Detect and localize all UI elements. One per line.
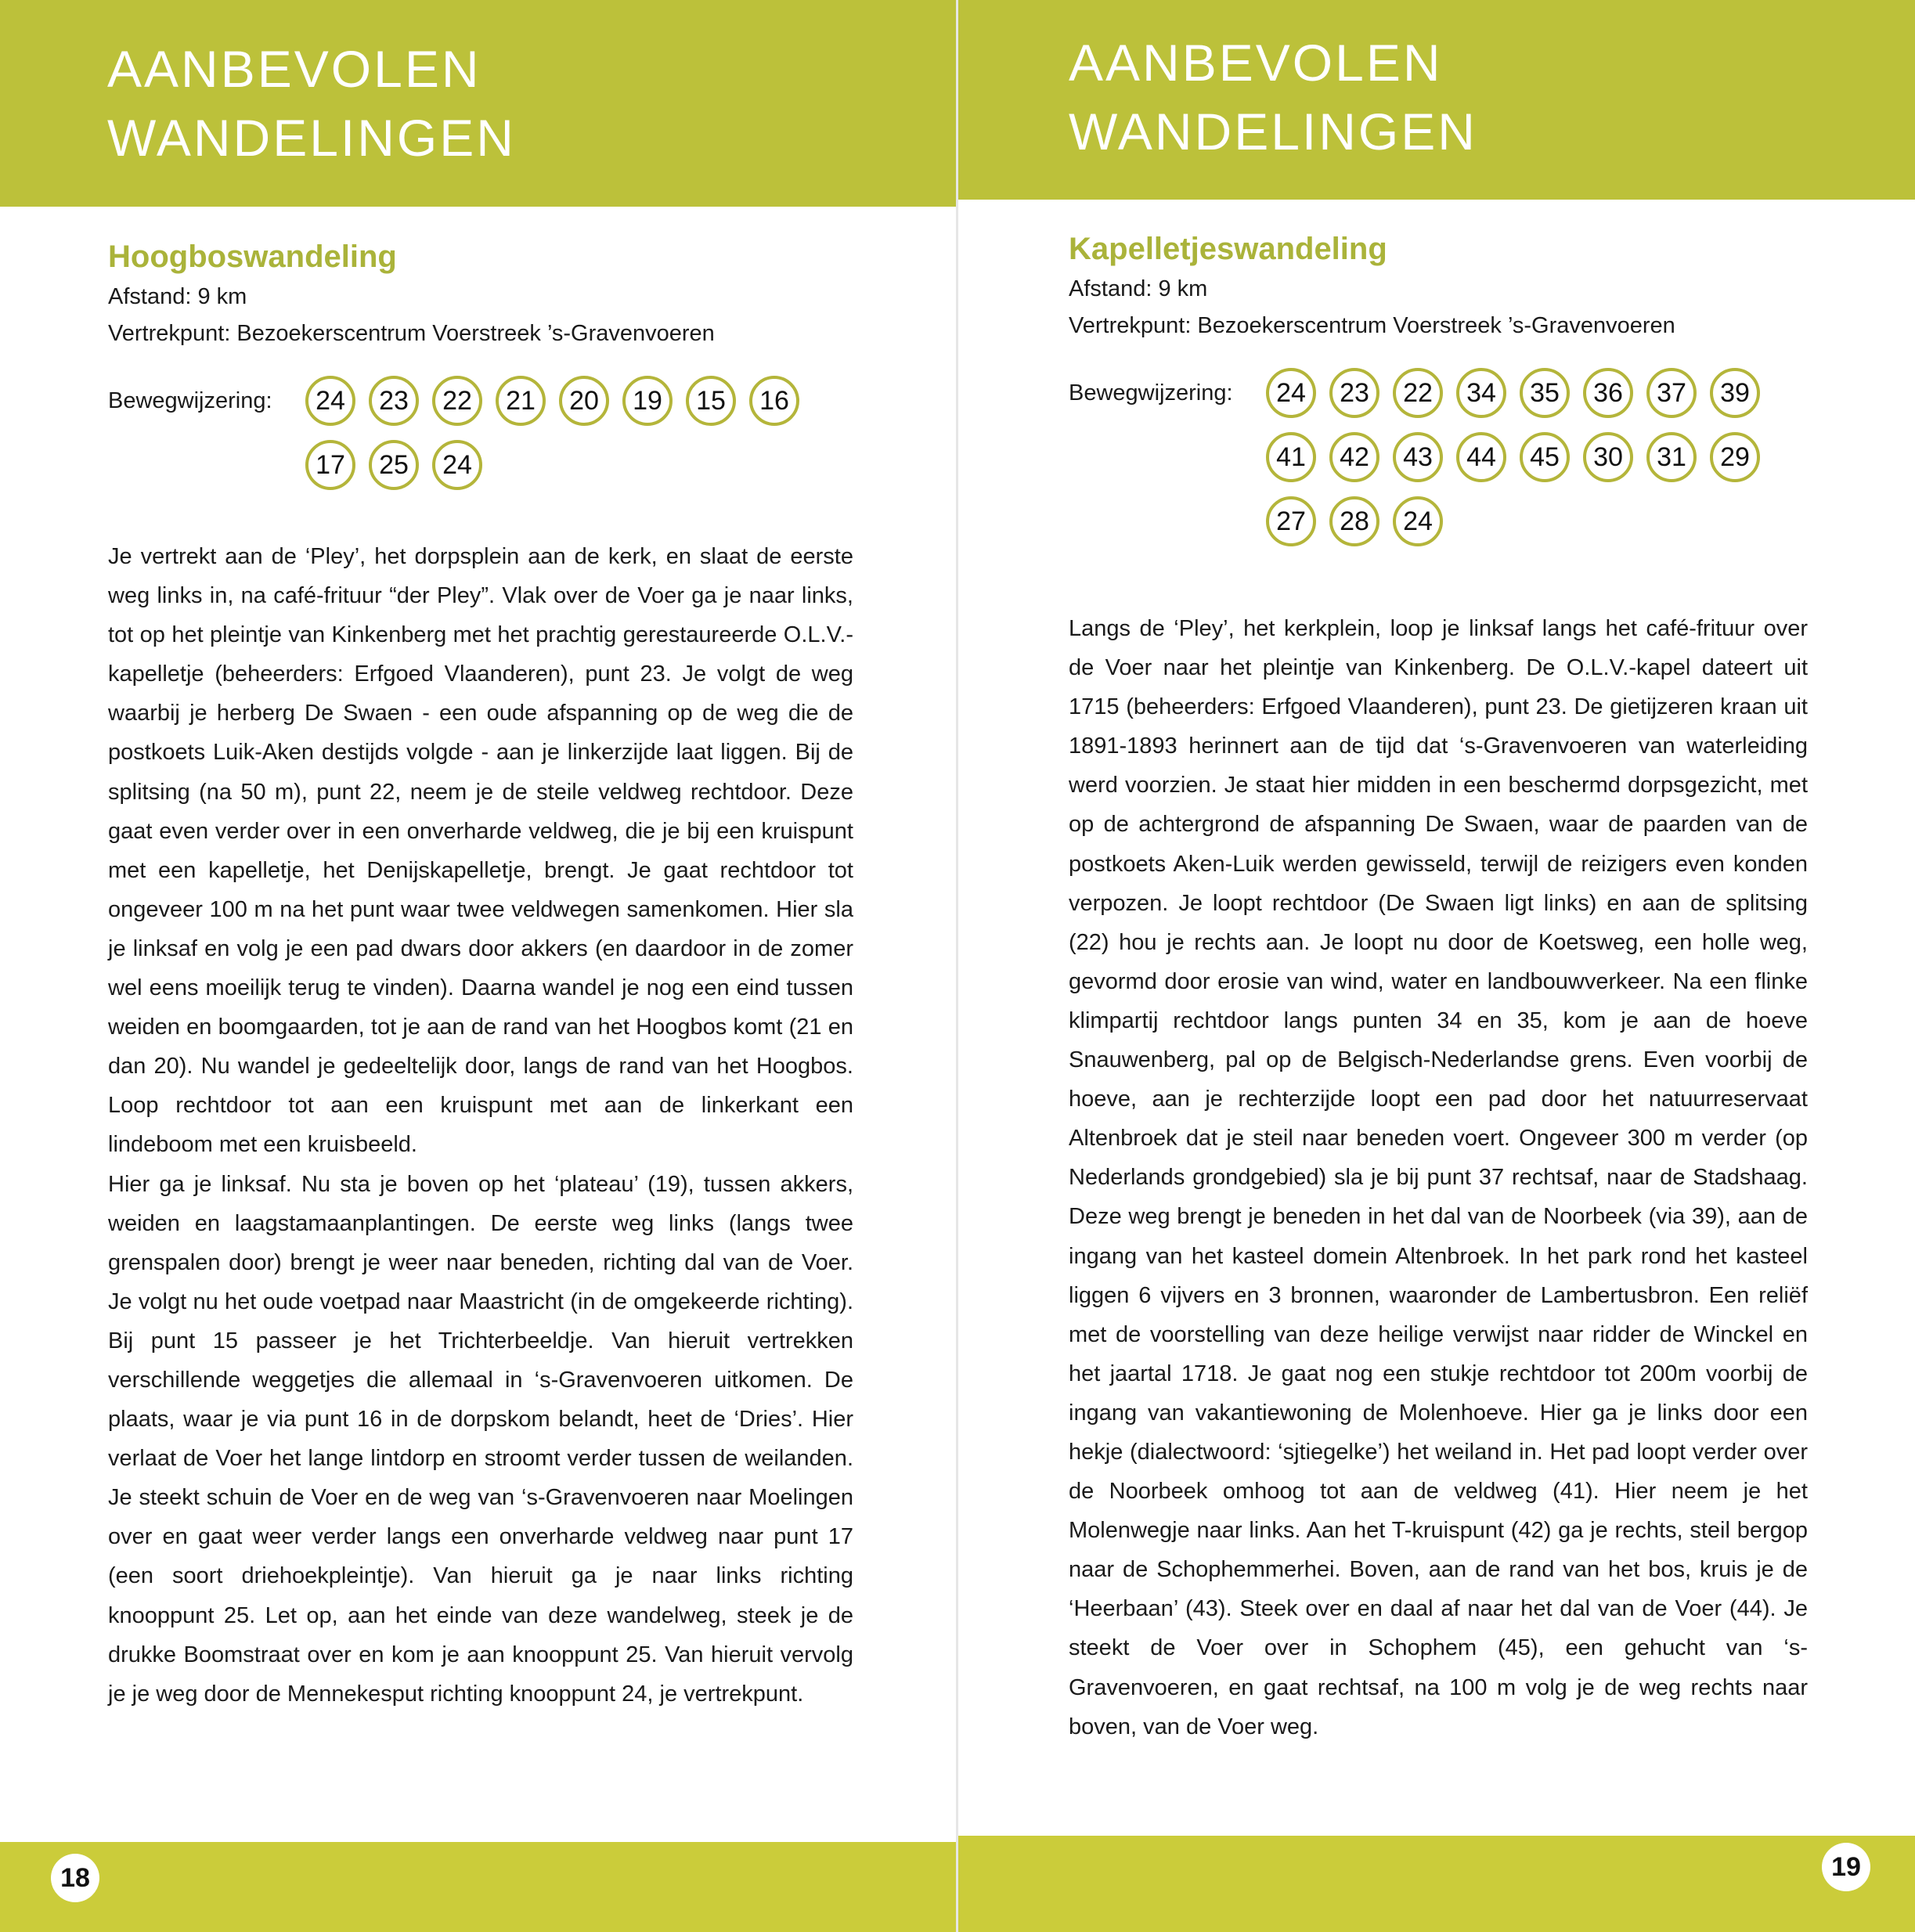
route-node-badge: 22 <box>432 376 482 426</box>
walk-description <box>1069 609 1808 1746</box>
route-node-badge: 24 <box>305 376 355 426</box>
route-node-badge: 35 <box>1520 368 1570 418</box>
route-node-badge: 36 <box>1583 368 1633 418</box>
route-badges <box>305 376 814 490</box>
footer-band <box>958 1836 1915 1932</box>
route-node-badge: 30 <box>1583 432 1633 482</box>
route-signage <box>1069 368 1808 546</box>
route-node-badge: 15 <box>686 376 736 426</box>
route-label: Bewegwijzering: <box>1069 380 1233 406</box>
route-node-badge: 16 <box>749 376 799 426</box>
route-node-badge: 39 <box>1710 368 1760 418</box>
walk-title: Hoogboswandeling <box>108 240 397 274</box>
route-node-badge: 37 <box>1646 368 1697 418</box>
footer-band <box>0 1842 957 1932</box>
walk-distance: Afstand: 9 km <box>1069 276 1208 301</box>
route-node-badge: 17 <box>305 440 355 490</box>
route-signage <box>108 376 853 490</box>
title-line-1: AANBEVOLEN <box>1069 34 1443 92</box>
route-node-badge: 21 <box>496 376 546 426</box>
route-label: Bewegwijzering: <box>108 388 272 413</box>
walk-kapelletjes <box>1069 227 1808 1746</box>
walk-start: Vertrekpunt: Bezoekerscentrum Voerstreek ’s-Gravenvoeren <box>1069 313 1675 338</box>
walk-start: Vertrekpunt: Bezoekerscentrum Voerstreek ’s-Gravenvoeren <box>108 321 715 346</box>
route-node-badge: 29 <box>1710 432 1760 482</box>
route-node-badge: 25 <box>369 440 419 490</box>
route-node-badge: 31 <box>1646 432 1697 482</box>
section-title <box>1069 28 1477 166</box>
route-node-badge: 34 <box>1456 368 1506 418</box>
page-19 <box>958 0 1915 1932</box>
page-number: 19 <box>1822 1843 1870 1891</box>
page-number: 18 <box>51 1854 99 1902</box>
route-node-badge: 23 <box>369 376 419 426</box>
route-node-badge: 24 <box>432 440 482 490</box>
walk-description <box>108 537 853 1714</box>
route-badges <box>1266 368 1775 546</box>
walk-distance: Afstand: 9 km <box>108 284 247 309</box>
title-line-2: WANDELINGEN <box>107 109 516 167</box>
walk-title: Kapelletjeswandeling <box>1069 232 1387 266</box>
route-node-badge: 20 <box>559 376 609 426</box>
route-node-badge: 28 <box>1329 496 1379 546</box>
paragraph: Hier ga je linksaf. Nu sta je boven op het ‘plateau’ (19), tussen akkers, weiden en laagstamaanplantingen. De eerste weg links (langs twee grenspalen door) brengt je weer naar beneden, richting dal van de Voer. Je volgt nu het oude voetpad naar Maastricht (in de omgekeerde richting). Bij punt 15 passeer je het Trichterbeeldje. Van hieruit vertrekken verschillende weggetjes die allemaal in ‘s-Gravenvoeren uitkomen. De plaats, waar je via punt 16 in de dorpskom belandt, heet de ‘Dries’. Hier verlaat de Voer het lange lintdorp en stroomt verder tussen de weilanden. Je steekt schuin de Voer en de weg van ‘s-Gravenvoeren naar Moelingen over en gaat weer verder langs een onverharde veldweg naar punt 17 (een soort driehoekpleintje). Van hieruit ga je naar links richting knooppunt 25. Let op, aan het einde van deze wandelweg, steek je de drukke Boomstraat over en kom je aan knooppunt 25. Van hieruit vervolg je je weg door de Mennekesput richting knooppunt 24, je vertrekpunt. <box>108 1171 853 1707</box>
route-node-badge: 27 <box>1266 496 1316 546</box>
title-line-2: WANDELINGEN <box>1069 103 1477 160</box>
paragraph: Langs de ‘Pley’, het kerkplein, loop je linksaf langs het café-frituur over de Voer naar het pleintje van Kinkenberg. De O.L.V.-kapel dateert uit 1715 (beheerders: Erfgoed Vlaanderen), punt 23. De gietijzeren kraan uit 1891-1893 herinnert aan de tijd dat ‘s-Gravenvoeren van waterleiding werd voorzien. Je staat hier midden in een beschermd dorpsgezicht, met op de achtergrond de afspanning De Swaen, waar de paarden van de postkoets Aken-Luik werden gewisseld, terwijl de reizigers even konden verpozen. Je loopt rechtdoor (De Swaen ligt links) en aan de splitsing (22) hou je rechts aan. Je loopt nu door de Koetsweg, een holle weg, gevormd door erosie van wind, water en landbouwverkeer. Na een flinke klimpartij rechtdoor langs punten 34 en 35, kom je aan de hoeve Snauwenberg, pal op de Belgisch-Nederlandse grens. Even voorbij de hoeve, aan je rechterzijde loopt een pad door het natuurreservaat Altenbroek dat je steil naar beneden voert. Ongeveer 300 m verder (op Nederlands grondgebied) sla je bij punt 37 rechtsaf, naar de Stadshaag. Deze weg brengt je beneden in het dal van de Noorbeek (via 39), aan de ingang van het kasteel domein Altenbroek. In het park rond het kasteel liggen 6 vijvers en 3 bronnen, waaronder de Lambertusbron. Een reliëf met de voorstelling van deze heilige verwijst naar ridder de Winckel en het jaartal 1718. Je gaat nog een stukje rechtdoor tot 200m voorbij de ingang van vakantiewoning de Molenhoeve. Hier ga je links door een hekje (dialectwoord: ‘sjtiegelke’) het weiland in. Het pad loopt verder over de Noorbeek omhoog tot aan de veldweg (41). Hier neem je het Molenwegje naar links. Aan het T-kruispunt (42) ga je rechts, steil bergop naar de Schophemmerhei. Boven, aan de rand van het bos, kruis je de ‘Heerbaan’ (43). Steek over en daal af naar het dal van de Voer (44). Je steekt de Voer over in Schophem (45), een gehucht van ‘s-Gravenvoeren, en gaat rechtsaf, na 100 m volg je de weg rechts naar boven, van de Voer weg. <box>1069 616 1808 1739</box>
route-node-badge: 24 <box>1266 368 1316 418</box>
paragraph: Je vertrekt aan de ‘Pley’, het dorpsplein aan de kerk, en slaat de eerste weg links in, na café-frituur “der Pley”. Vlak over de Voer ga je naar links, tot op het pleintje van Kinkenberg met het prachtig gerestaureerde O.L.V.-kapelletje (beheerders: Erfgoed Vlaanderen), punt 23. Je volgt de weg waarbij je herberg De Swaen - een oude afspanning op de weg die de postkoets Luik-Aken destijds volgde - aan je linkerzijde laat liggen. Bij de splitsing (na 50 m), punt 22, neem je de steile veldweg rechtdoor. Deze gaat even verder over in een onverharde veldweg, die je bij een kruispunt met een kapelletje, het Denijskapelletje, brengt. Je gaat rechtdoor tot ongeveer 100 m na het punt waar twee veldwegen samenkomen. Hier sla je linksaf en volg je een pad dwars door akkers (en daardoor in de zomer wel eens moeilijk terug te vinden). Daarna wandel je nog een eind tussen weiden en boomgaarden, tot je aan de rand van het Hoogbos komt (21 en dan 20). Nu wandel je gedeeltelijk door, langs de rand van het Hoogbos. Loop rechtdoor tot aan een kruispunt met aan de linkerkant een lindeboom met een kruisbeeld. <box>108 544 853 1158</box>
title-line-1: AANBEVOLEN <box>107 40 481 98</box>
page-18 <box>0 0 957 1932</box>
route-node-badge: 42 <box>1329 432 1379 482</box>
section-title <box>107 34 516 172</box>
route-node-badge: 41 <box>1266 432 1316 482</box>
walk-hoogbos <box>108 235 853 1714</box>
route-node-badge: 44 <box>1456 432 1506 482</box>
route-node-badge: 19 <box>622 376 673 426</box>
route-node-badge: 22 <box>1393 368 1443 418</box>
route-node-badge: 43 <box>1393 432 1443 482</box>
route-node-badge: 24 <box>1393 496 1443 546</box>
route-node-badge: 45 <box>1520 432 1570 482</box>
route-node-badge: 23 <box>1329 368 1379 418</box>
